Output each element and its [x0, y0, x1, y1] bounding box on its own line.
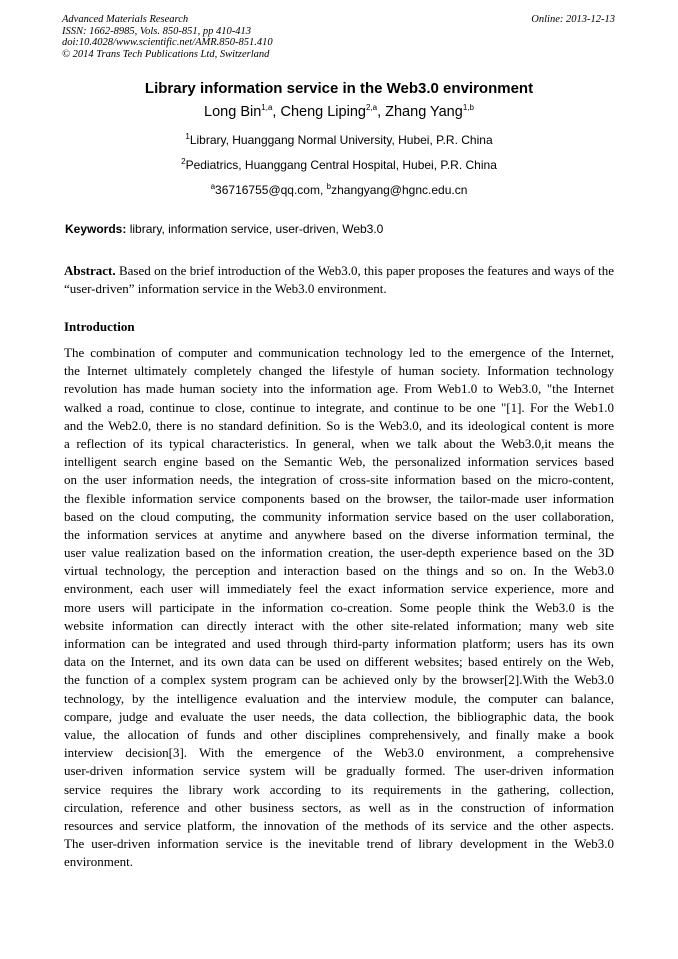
- body-line: service requires the library work according to its requirements in the gathering, collection,: [64, 781, 614, 797]
- body-line: environment.: [64, 854, 133, 870]
- body-line: compare, judge and evaluate the user needs, the data collection, the bibliographic data, the book: [64, 708, 614, 724]
- body-line: more users will participate in the information co-creation. Some people think the Web3.0 is the: [64, 599, 614, 615]
- author-emails: [0, 183, 678, 197]
- body-line: technology, by the intelligence evaluation and the interview module, the computer can balance,: [64, 690, 614, 706]
- body-line: revolution has made human society into the information age. From Web1.0 to Web3.0, "the Internet: [64, 381, 614, 397]
- body-line: the flexible information service components based on the browser, the tailor-made user information: [64, 490, 614, 506]
- affiliation-text: Library, Huanggang Normal University, Hubei, P.R. China: [189, 133, 493, 147]
- affiliation-text: Pediatrics, Huanggang Central Hospital, Hubei, P.R. China: [185, 158, 497, 172]
- body-line: The combination of computer and communication technology led to the emergence of the Internet,: [64, 345, 614, 360]
- author-affiliation-sup: 1,a: [261, 103, 273, 113]
- body-line: environment, each user will immediately feel the exact information service experience, more and: [64, 581, 614, 597]
- email-a: 36716755@qq.com,: [215, 183, 327, 197]
- body-line: resources and service platform, the innovation of the methods of its service and the other aspects.: [64, 817, 614, 833]
- email-sup: a: [210, 182, 216, 191]
- body-line: information can be integrated and used through third-party information platform; users has its own: [64, 636, 614, 651]
- journal-name: Advanced Materials Research: [62, 14, 189, 25]
- body-line: and the Web2.0, there is no standard definition. So is the Web3.0, and its ideological content is more: [64, 417, 614, 433]
- body-line: based on the cloud computing, the community information service based on the user collaboration,: [64, 508, 614, 524]
- author-name: Zhang Yang: [385, 104, 463, 120]
- body-line: website information can directly interact with the other site-related information; many web site: [64, 617, 614, 633]
- body-line: the Internet ultimately completely changed the lifestyle of human society. Information technology: [64, 363, 614, 379]
- body-line: on the user information needs, the integration of cross-site information based on the micro-content,: [64, 472, 614, 488]
- author-separator: ,: [377, 104, 386, 120]
- author-affiliation-sup: 2,a: [365, 103, 378, 113]
- abstract-text: Based on the brief introduction of the Web3.0, this paper proposes the features and ways of the “user-driven” information service in the Web3.0 environment.: [64, 263, 614, 297]
- affiliation-sup: 2: [181, 157, 186, 166]
- keywords-text: library, information service, user-driven, Web3.0: [126, 222, 384, 236]
- abstract: [64, 262, 614, 298]
- abstract-label: Abstract.: [64, 263, 116, 278]
- body-line: the function of a complex system program can be achieved only by the browser[2].With the Web3.0: [64, 672, 614, 688]
- author-affiliation-sup: 1,b: [462, 103, 474, 113]
- affiliation-1: [0, 133, 678, 147]
- body-line: circulation, reference and other business sectors, as well as in the construction of information: [64, 799, 614, 815]
- journal-header: [62, 14, 615, 60]
- body-line: data on the Internet, and its own data can be used on different websites; based entirely on the Web,: [64, 654, 614, 670]
- journal-issn: ISSN: 1662-8985, Vols. 850-851, pp 410-413: [62, 25, 251, 37]
- body-line: a reflection of its typical characteristics. In general, when we talk about the Web3.0,it means the: [64, 435, 614, 451]
- body-line: value, the allocation of funds and other disciplines comprehensively, and finally make a book: [64, 726, 614, 742]
- body-line: the information services at anytime and anywhere based on the diverse information terminal, the: [64, 526, 614, 542]
- email-sup: b: [326, 182, 332, 191]
- body-line: The user-driven information service is the inevitable trend of library development in the Web3.0: [64, 836, 614, 852]
- email-b: zhangyang@hgnc.edu.cn: [331, 183, 468, 197]
- keywords-label: Keywords:: [65, 222, 127, 236]
- author-name: Long Bin: [204, 104, 262, 120]
- author-name: Cheng Liping: [280, 104, 366, 120]
- body-line: walked a road, continue to close, continue to integrate, and continue to be one "[1]. For the Web1.0: [64, 399, 614, 415]
- body-line: user-driven information service system will be gradually formed. The user-driven information: [64, 763, 614, 779]
- body-line: virtual technology, the perception and interaction based on the things and so on. In the Web3.0: [64, 563, 614, 579]
- author-list: [0, 104, 678, 120]
- journal-copyright: © 2014 Trans Tech Publications Ltd, Switzerland: [62, 48, 270, 60]
- body-line: user value realization based on the information creation, the user-depth experience based on the 3D: [64, 545, 614, 561]
- affiliation-2: [0, 158, 678, 172]
- body-line: interview decision[3]. With the emergence of the Web3.0 environment, a comprehensive: [64, 745, 614, 761]
- keywords: [65, 222, 383, 236]
- journal-doi: doi:10.4028/www.scientific.net/AMR.850-851.410: [62, 37, 273, 48]
- online-date: Online: 2013-12-13: [531, 14, 615, 25]
- paper-title: Library information service in the Web3.0 environment: [144, 80, 534, 97]
- body-line: intelligent search engine based on the Semantic Web, the personalized information services based: [64, 454, 614, 470]
- affiliation-sup: 1: [185, 132, 190, 141]
- author-separator: ,: [272, 104, 281, 120]
- section-heading-introduction: Introduction: [64, 319, 135, 334]
- introduction-body: [64, 344, 614, 871]
